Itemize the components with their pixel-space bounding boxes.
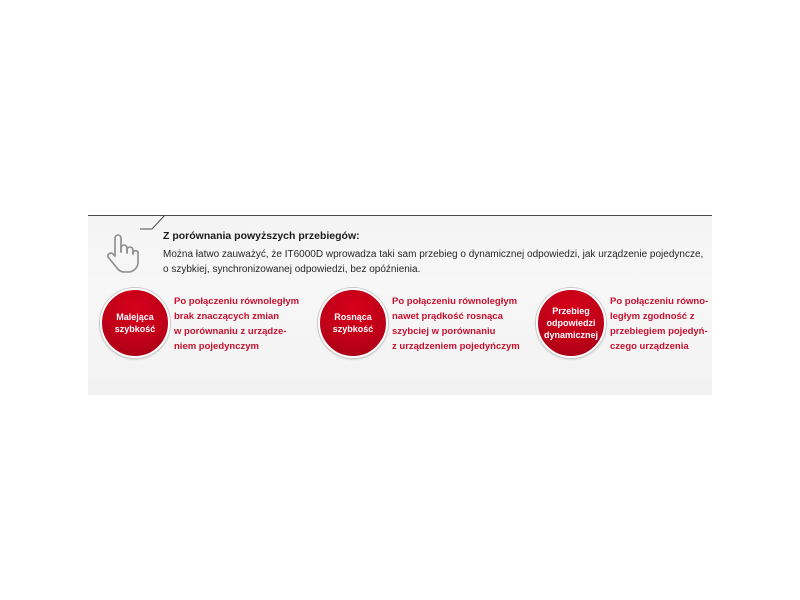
item-description <box>174 294 314 354</box>
badge-line-3: dynamicznej <box>543 330 599 340</box>
intro-line-2: o szybkiej, synchronizowanej odpowiedzi, bez opóźnienia. <box>163 264 421 275</box>
badge-rosnaca-szybkosc <box>318 288 388 358</box>
item-description <box>392 294 542 354</box>
badge-line-1: Przebieg <box>552 306 590 316</box>
badge-line-1: Rosnąca <box>334 312 372 322</box>
desc-line-1: Po połączeniu równoległym <box>174 296 300 307</box>
desc-line-4: czego urządzenia <box>610 341 689 352</box>
badge-line-2: odpowiedzi <box>546 318 596 328</box>
badge-malejaca-szybkosc <box>100 288 170 358</box>
desc-line-2: nawet prądkość rosnąca <box>392 311 503 322</box>
desc-line-2: brak znaczących zmian <box>174 311 280 322</box>
item-description <box>610 294 750 354</box>
callout-notch-icon <box>140 214 166 230</box>
badge-label <box>540 305 602 341</box>
desc-line-3: szybciej w porównaniu <box>392 326 496 337</box>
desc-line-2: ległym zgodność z <box>610 311 695 322</box>
desc-line-1: Po połączeniu równoległym <box>392 296 518 307</box>
badge-label <box>111 311 160 335</box>
panel-top-divider <box>88 215 712 216</box>
desc-line-3: przebiegiem pojedyń- <box>610 326 708 337</box>
intro-text-block <box>163 229 704 277</box>
badge-przebieg-odpowiedzi-dynamicznej <box>536 288 606 358</box>
items-row <box>100 288 709 388</box>
badge-line-2: szybkość <box>114 324 156 334</box>
desc-line-3: w porównaniu z urządze- <box>174 326 287 337</box>
badge-line-2: szybkość <box>332 324 374 334</box>
hand-pointer-icon <box>100 228 140 274</box>
intro-line-1: Można łatwo zauważyć, że IT6000D wprowadza taki sam przebieg o dynamicznej odpowiedzi, jak urządzenie pojedyncze, <box>163 249 704 260</box>
desc-line-1: Po połączeniu równo- <box>610 296 709 307</box>
desc-line-4: niem pojedynczym <box>174 341 259 352</box>
intro-title: Z porównania powyższych przebiegów: <box>163 230 360 242</box>
badge-label <box>329 311 378 335</box>
badge-line-1: Malejąca <box>116 312 154 322</box>
desc-line-4: z urządzeniem pojedyńczym <box>392 341 520 352</box>
